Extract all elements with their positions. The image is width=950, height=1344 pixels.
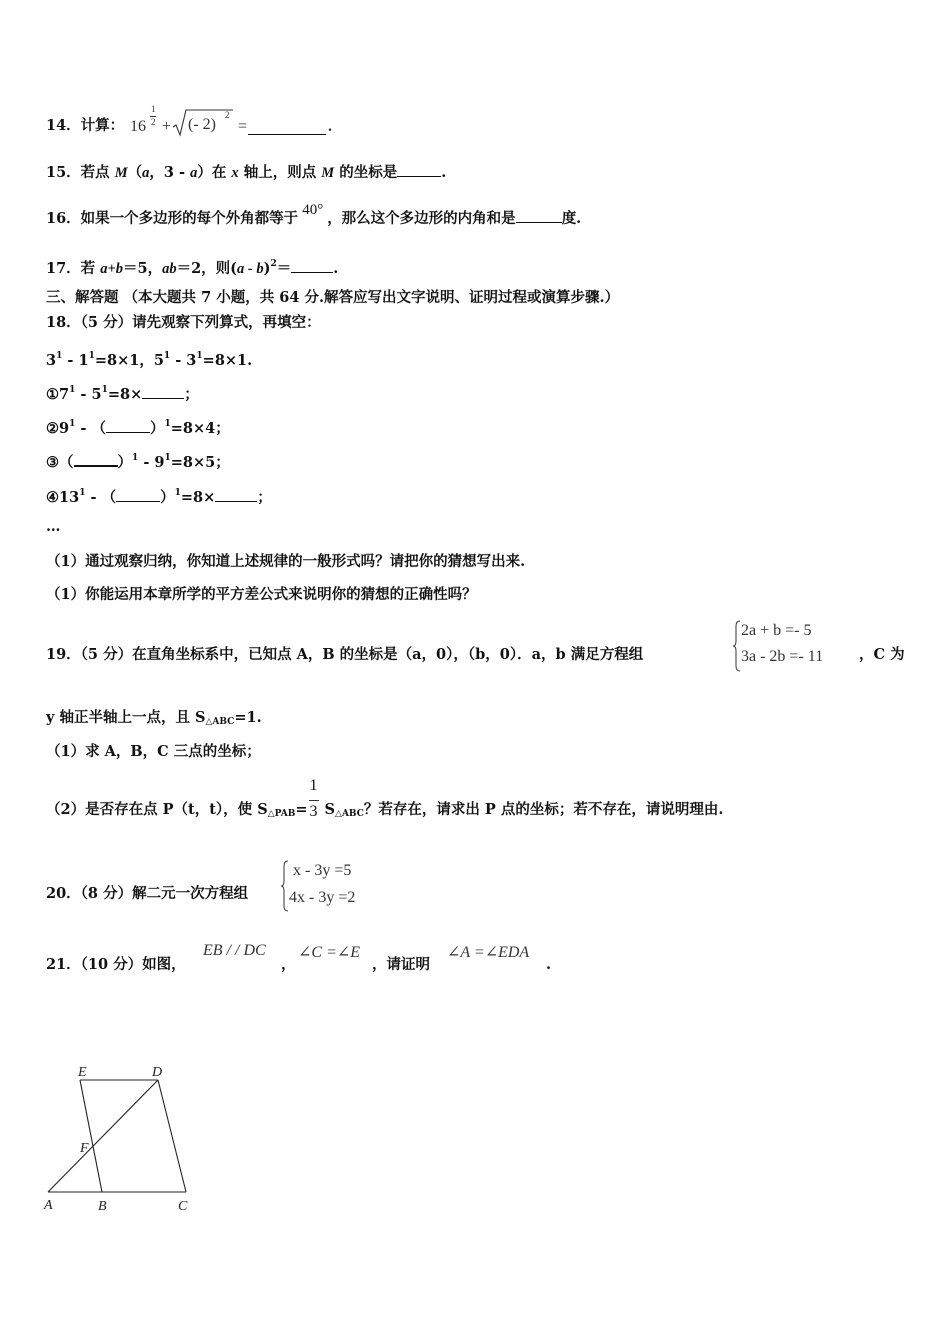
q20-eq1: x - 3y =5 [293, 862, 352, 879]
q18-i2-post: =8×4； [170, 420, 230, 437]
q18-exp: 1 [164, 419, 171, 429]
q18-i3-mid: - 9 [138, 454, 165, 471]
q15-text: 15．若点 [46, 164, 115, 181]
q15-text-4: ）在 [197, 164, 232, 181]
q15-var-a: a [142, 165, 150, 181]
q18-exp: 1 [174, 488, 181, 498]
q15-text-2: （ [127, 164, 143, 181]
geometry-figure [40, 1058, 200, 1218]
q16-answer-blank[interactable] [516, 208, 562, 223]
question-14 [46, 116, 124, 136]
q17-answer-blank[interactable] [291, 258, 333, 273]
question-20 [46, 884, 248, 904]
q18-i4-mid: - （ [85, 489, 117, 506]
q21-comma-2-text: ，请证明 [372, 956, 430, 973]
q19-subquestion-1 [46, 742, 261, 762]
q18-exp: 1 [163, 351, 171, 361]
q14-eq: = [238, 118, 248, 135]
question-15: 15．若点 M（a，3 - a）在 x 轴上，则点 M 的坐标是 . [46, 164, 447, 181]
question-18-title [46, 313, 321, 333]
q18-sub1-text: （1）通过观察归纳，你知道上述规律的一般形式吗？请把你的猜想写出来. [46, 553, 526, 570]
q19-sub2-post: ？若存在，请求出 P 点的坐标；若不存在，请说明理由. [363, 801, 724, 818]
q15-point-m: M [114, 165, 128, 181]
q18-item4-blank-1[interactable] [116, 487, 160, 502]
q19-sub2-mid: S [319, 801, 336, 818]
q21-condition-1: EB / / DC [203, 942, 266, 959]
q18-title: 18．（5 分）请先观察下列算式，再填空： [46, 314, 321, 331]
q18-item4-blank-2[interactable] [215, 487, 257, 502]
q17-text-3: ＝2，则( [176, 260, 238, 277]
q18-i2-pre: ②9 [46, 420, 70, 437]
q18-i4-pre: ④13 [46, 489, 80, 506]
q18-i3-pre: ③（ [46, 454, 74, 471]
q17-text-2: ＝5， [123, 260, 163, 277]
q19-line2-post: =1. [234, 709, 262, 726]
q21-goal: ∠A =∠EDA [447, 944, 530, 961]
q19-line-2 [46, 708, 262, 732]
section-3-title: 三、解答题 （本大题共 7 小题，共 64 分.解答应写出文字说明、证明过程或演算步骤.） [46, 289, 620, 306]
q18-i2-close: ） [149, 420, 165, 437]
label-d: D [152, 1065, 163, 1080]
q19-equation-system [733, 620, 873, 672]
q21-comma-1-text: ， [281, 956, 296, 973]
q19-eq1: 2a + b =- 5 [741, 622, 812, 639]
q18-i4-close: ） [160, 489, 175, 506]
q18-subquestion-1 [46, 552, 525, 572]
q18-item-4 [46, 483, 272, 508]
q17-expr-1: a+b [100, 261, 123, 277]
q21-end: . [546, 956, 552, 973]
q18-exp: 1 [164, 453, 171, 463]
segment-ad [48, 1080, 158, 1192]
q18-exp: 1 [56, 351, 63, 361]
q18-item2-blank[interactable] [106, 418, 150, 433]
q18-subquestion-2 [46, 585, 477, 605]
q18-sub2-text: （1）你能运用本章所学的平方差公式来说明你的猜想的正确性吗？ [46, 586, 477, 603]
q18-i3-close: ） [117, 454, 132, 471]
q19-line2-sub: △ABC [205, 717, 235, 727]
q21-comma-1 [281, 955, 296, 975]
q20-eq2: 4x - 3y =2 [289, 889, 356, 906]
label-b: B [98, 1199, 107, 1214]
q18-exp: 1 [132, 453, 139, 463]
section-3-heading [46, 288, 619, 308]
q19-tail [859, 645, 905, 665]
question-21 [46, 955, 186, 975]
q21-condition-2: ∠C =∠E [298, 944, 361, 961]
q14-plus: + [162, 118, 172, 135]
label-a: A [44, 1198, 53, 1213]
q18-i1-pre: ①7 [46, 386, 70, 403]
q19-sub2-sub2: △ABC [335, 809, 364, 819]
q18-exp: 1 [69, 385, 76, 395]
question-19 [46, 645, 643, 665]
q19-line2-pre: y 轴正半轴上一点，且 S [46, 709, 206, 726]
q15-text-3: ，3 - [149, 164, 191, 181]
q18-exp: 1 [69, 419, 76, 429]
q16-angle: 40° [302, 202, 324, 218]
q20-equation-system [281, 860, 401, 912]
q18-ex-e: =8×1. [202, 352, 253, 369]
q15-text-5: 轴上，则点 [238, 164, 322, 181]
q18-dots: … [46, 518, 61, 535]
q18-i4-end: ； [257, 489, 272, 506]
q15-answer-blank[interactable] [397, 162, 441, 177]
q16-text-2: ，那么这个多边形的内角和是 [327, 210, 516, 227]
q19-sub2-sub1: △PAB [267, 809, 296, 819]
segment-dc [158, 1080, 186, 1192]
q15-var-x: x [231, 165, 239, 181]
q18-i1-end: ； [184, 386, 199, 403]
brace-icon [733, 620, 741, 672]
q19-sub1-text: （1）求 A，B，C 三点的坐标； [46, 743, 261, 760]
q17-expr-3: a - b [237, 261, 264, 277]
q17-exponent: 2 [270, 259, 277, 269]
q16-text: 16．如果一个多边形的每个外角都等于 [46, 210, 299, 227]
q14-exp-den: 2 [151, 117, 156, 127]
q18-i4-post: =8× [180, 489, 216, 506]
q14-exp-num: 1 [151, 104, 156, 114]
q18-i1-mid: - 5 [75, 386, 102, 403]
q18-ex-b: - 1 [62, 352, 89, 369]
segment-eb [80, 1080, 102, 1192]
q19-fraction [308, 777, 320, 820]
q15-text-6: 的坐标是 [334, 164, 398, 181]
q21-period [546, 955, 551, 975]
q15-var-a-2: a [190, 165, 198, 181]
q18-ex-a: 3 [46, 352, 57, 369]
question-16 [46, 202, 582, 229]
q18-item1-blank[interactable] [142, 384, 184, 399]
q18-item-2 [46, 414, 230, 439]
q18-exp: 1 [88, 351, 95, 361]
q18-ex-c: =8×1，5 [94, 352, 164, 369]
q19-text: 19．（5 分）在直角坐标系中，已知点 A，B 的坐标是（a，0），（b，0）．a，b 满足方程组 [46, 646, 644, 663]
q17-eq: ＝ [276, 260, 292, 277]
q17-expr-2: ab [162, 261, 177, 277]
q18-item-3 [46, 448, 230, 473]
q21-comma-2 [372, 955, 430, 975]
q18-exp: 1 [196, 351, 203, 361]
brace-icon [281, 860, 289, 912]
q18-i2-mid: - （ [75, 420, 106, 437]
question-17: 17．若 a+b＝5，ab＝2，则(a - b)$^2$＝ . [46, 259, 339, 277]
q19-post: ，C 为 [859, 646, 905, 663]
q19-sub2-pre: （2）是否存在点 P（t，t），使 S [46, 801, 268, 818]
q18-exp: 1 [79, 488, 86, 498]
q18-item-1 [46, 380, 199, 405]
q17-text: 17．若 [46, 260, 101, 277]
q14-radicand: (- 2) [188, 116, 216, 133]
q20-label: 20．（8 分）解二元一次方程组 [46, 885, 249, 902]
q18-item3-blank[interactable] [74, 451, 118, 467]
q14-expression: 16 1 2 + (- 2) 2 = . [130, 104, 350, 140]
q18-exp: 1 [101, 385, 108, 395]
q14-base: 16 [130, 118, 146, 135]
q17-text-4: ) [263, 260, 271, 277]
q19-sub2-eq: = [295, 801, 308, 818]
q16-unit: 度. [561, 210, 582, 227]
q19-eq2: 3a - 2b =- 11 [741, 648, 824, 665]
q18-ellipsis [46, 517, 61, 537]
label-e: E [78, 1065, 87, 1080]
q15-point-m-2: M [321, 165, 335, 181]
q18-i3-post: =8×5； [170, 454, 230, 471]
q19-subquestion-2 [46, 777, 724, 824]
q19-frac-den: 3 [309, 803, 318, 820]
q21-label: 21．（10 分）如图， [46, 956, 186, 973]
q18-ex-d: - 3 [170, 352, 197, 369]
label-f: F [80, 1141, 89, 1156]
q18-example-line [46, 346, 252, 371]
q14-label: 14．计算： [46, 117, 125, 134]
q14-answer-blank[interactable] [248, 120, 326, 135]
q14-radicand-exp: 2 [225, 110, 230, 120]
q19-frac-num: 1 [309, 777, 318, 794]
label-c: C [178, 1199, 188, 1214]
q18-i1-post: =8× [107, 386, 143, 403]
